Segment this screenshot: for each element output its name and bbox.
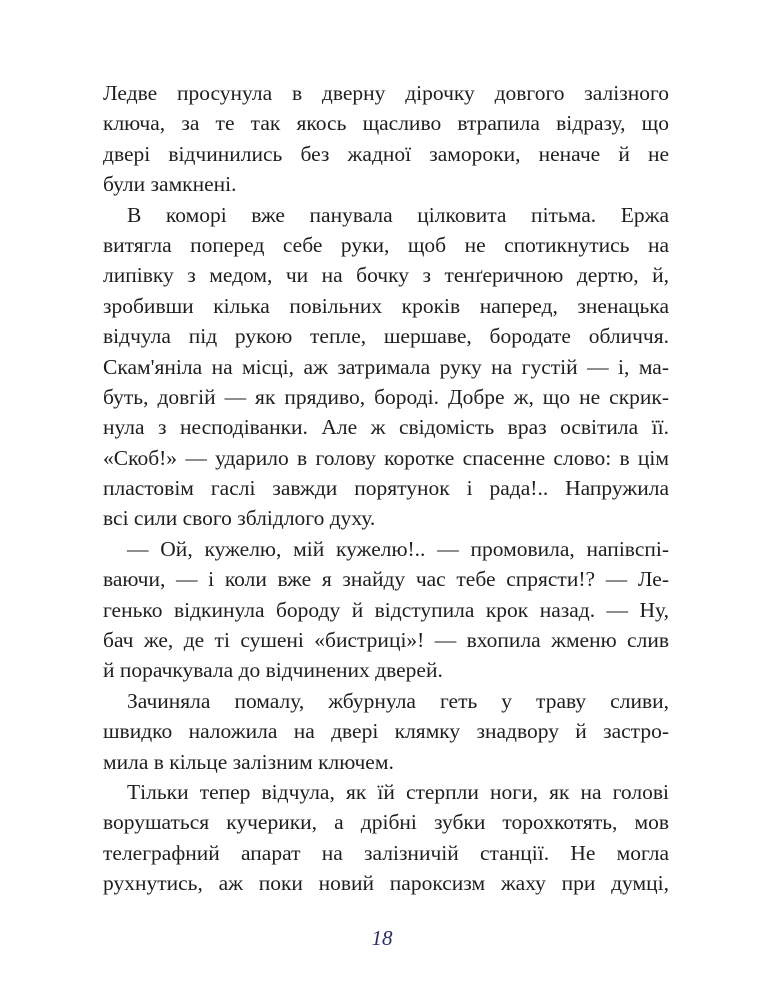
text-line: ваючи, — і коли вже я знайду час тебе спрясти!? — Ле- (103, 567, 669, 592)
text-line: липівку з медом, чи на бочку з тенґеричною дертю, й, (103, 263, 669, 288)
text-line: Тільки тепер відчула, як їй стерпли ноги, як на голові (127, 779, 669, 804)
text-line: мила в кільце залізним ключем. (103, 749, 394, 774)
text-line: ворушаться кучерики, а дрібні зубки торохкотять, мов (103, 810, 669, 835)
text-line: зробивши кілька повільних кроків наперед, зненацька (103, 293, 669, 318)
paragraph-1 (103, 78, 669, 200)
text-line: бач же, де ті сушені «бистриці»! — вхопила жменю слив (103, 628, 669, 653)
text-line: всі сили свого зблідлого духу. (103, 506, 376, 531)
text-line: двері відчинились без жадної замороки, неначе й не (103, 141, 669, 166)
text-line: нула з несподіванки. Але ж свідомість враз освітила її. (103, 415, 669, 440)
text-line: «Скоб!» — ударило в голову коротке спасенне слово: в цім (103, 445, 669, 470)
text-line: Зачиняла помалу, жбурнула геть у траву сливи, (127, 688, 669, 713)
text-line: ключа, за те так якось щасливо втрапила відразу, що (103, 111, 669, 136)
text-line: Скам'яніла на місці, аж затримала руку на густій — і, ма- (103, 354, 669, 379)
text-line: швидко наложила на двері клямку знадвору й застро- (103, 719, 669, 744)
paragraph-2 (103, 200, 669, 534)
text-line: витягла поперед себе руки, щоб не спотикнутись на (103, 232, 669, 257)
text-line: були замкнені. (103, 172, 237, 197)
text-line: й порачкувала до відчинених дверей. (103, 658, 443, 683)
text-line: телеграфний апарат на залізничій станції. Не могла (103, 840, 669, 865)
text-line: рухнутись, аж поки новий пароксизм жаху при думці, (103, 871, 669, 896)
text-line: відчула під рукою тепле, шершаве, бородате обличчя. (103, 324, 669, 349)
text-line: В коморі вже панувала цілковита пітьма. Ержа (127, 202, 669, 227)
page-body-text (103, 78, 669, 899)
text-line: Ледве просунула в дверну дірочку довгого залізного (103, 81, 669, 105)
text-line: — Ой, кужелю, мій кужелю!.. — промовила, напівспі- (127, 536, 669, 561)
paragraph-3 (103, 534, 669, 686)
paragraph-5 (103, 777, 669, 899)
text-line: буть, довгій — як прядиво, бороді. Добре ж, що не скрик- (103, 384, 669, 409)
page-number: 18 (371, 926, 393, 950)
text-line: генько відкинула бороду й відступила крок назад. — Ну, (103, 597, 669, 622)
text-line: пластовім гаслі завжди порятунок і рада!.. Напружила (103, 476, 669, 501)
paragraph-4 (103, 686, 669, 777)
